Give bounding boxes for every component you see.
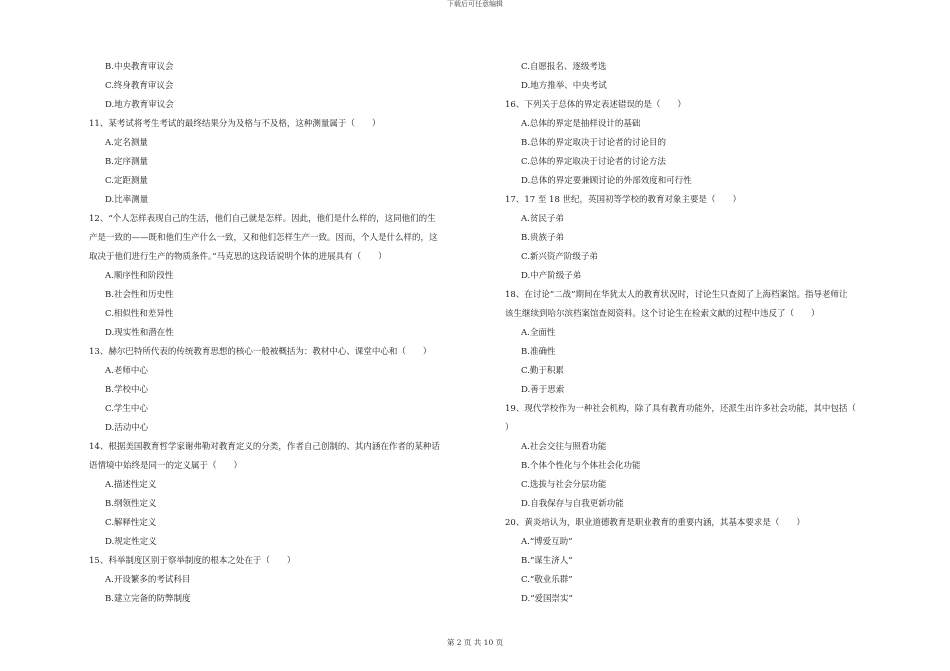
answer-option: B.社会性和历史性	[105, 290, 174, 300]
answer-option: D.地方教育审议会	[105, 100, 174, 110]
answer-option: A.社会交往与照看功能	[521, 442, 607, 452]
question-text: 产是一致的——既和他们生产什么一致，又和他们怎样生产一致。因而，个人是什么样的，这	[89, 233, 438, 243]
question-text: 该生继续到哈尔滨档案馆查阅资料。这个讨论生在检索文献的过程中违反了（ ）	[505, 309, 820, 319]
answer-option: C.自愿报名、逐级考选	[521, 62, 607, 72]
answer-option: D.现实性和潜在性	[105, 328, 174, 338]
answer-option: D.中产阶级子弟	[521, 271, 582, 281]
answer-option: C.新兴资产阶级子弟	[521, 252, 598, 262]
answer-option: C.学生中心	[105, 404, 148, 414]
answer-option: B.建立完备的防弊制度	[105, 594, 191, 604]
question-text: 取决于他们进行生产的物质条件。”马克思的这段话说明个体的进展具有（ ）	[89, 252, 387, 262]
answer-option: C.相似性和差异性	[105, 309, 174, 319]
answer-option: D.自我保存与自我更新功能	[521, 499, 624, 509]
answer-option: C.定距测量	[105, 176, 148, 186]
question-text: 16、下列关于总体的界定表述错误的是（ ）	[505, 100, 686, 110]
answer-option: A.顺序性和阶段性	[105, 271, 174, 281]
answer-option: B.定序测量	[105, 157, 148, 167]
question-text: 17、17 至 18 世纪，英国初等学校的教育对象主要是（ ）	[505, 195, 742, 205]
answer-option: A.贫民子弟	[521, 214, 564, 224]
answer-option: A.描述性定义	[105, 480, 157, 490]
header-note: 下载后可任意编辑	[447, 0, 503, 8]
answer-option: A.总体的界定是抽样设计的基础	[521, 119, 641, 129]
question-text: 13、赫尔巴特所代表的传统教育思想的核心一般被概括为：教材中心、课堂中心和（ ）	[89, 347, 432, 357]
answer-option: B.纲领性定义	[105, 499, 157, 509]
answer-option: A.定名测量	[105, 138, 148, 148]
answer-option: C.勤于积累	[521, 366, 564, 376]
page-footer: 第 2 页 共 10 页	[446, 638, 504, 647]
right-column	[505, 58, 905, 609]
answer-option: C.终身教育审议会	[105, 81, 174, 91]
answer-option: B.个体个性化与个体社会化功能	[521, 461, 641, 471]
question-text: 15、科举制度区别于察举制度的根本之处在于（ ）	[89, 556, 296, 566]
answer-option: B.贵族子弟	[521, 233, 564, 243]
question-text: 语情境中始终是同一的定义属于（ ）	[89, 461, 243, 471]
answer-option: A.老师中心	[105, 366, 148, 376]
question-text: 11、某考试将考生考试的最终结果分为及格与不及格，这种测量属于（ ）	[89, 119, 381, 129]
answer-option: A.开设繁多的考试科目	[105, 575, 191, 585]
answer-option: B.中央教育审议会	[105, 62, 174, 72]
question-text: ）	[505, 423, 514, 433]
answer-option: D.比率测量	[105, 195, 149, 205]
answer-option: B.总体的界定取决于讨论者的讨论目的	[521, 138, 666, 148]
answer-option: A.全面性	[521, 328, 556, 338]
answer-option: C.总体的界定取决于讨论者的讨论方法	[521, 157, 666, 167]
question-text: 14、根据美国教育哲学家谢弗勒对教育定义的分类，作者自己创制的、其内涵在作者的某种话	[89, 442, 440, 452]
answer-option: D.地方推举、中央考试	[521, 81, 607, 91]
answer-option: C.选拔与社会分层功能	[521, 480, 607, 490]
answer-option: A.“博爱互助”	[521, 537, 573, 547]
answer-option: B.学校中心	[105, 385, 148, 395]
answer-option: D.总体的界定要兼顾讨论的外部效度和可行性	[521, 176, 692, 186]
answer-option: C.解释性定义	[105, 518, 157, 528]
answer-option: D.“爱国崇实”	[521, 594, 573, 604]
answer-option: D.善于思索	[521, 385, 565, 395]
question-text: 19、现代学校作为一种社会机构，除了具有教育功能外，还派生出许多社会功能，其中包括（	[505, 404, 856, 414]
left-column	[89, 58, 489, 609]
question-text: 20、黄炎培认为，职业道德教育是职业教育的重要内涵，其基本要求是（ ）	[505, 518, 805, 528]
answer-option: D.规定性定义	[105, 537, 157, 547]
answer-option: B.“谋生济人”	[521, 556, 573, 566]
answer-option: C.“敬业乐群”	[521, 575, 573, 585]
question-text: 18、在讨论“二战”期间在华犹太人的教育状况时，讨论生只查阅了上海档案馆。指导老师让	[505, 290, 848, 300]
answer-option: B.准确性	[521, 347, 556, 357]
answer-option: D.活动中心	[105, 423, 149, 433]
question-text: 12、“个人怎样表现自己的生活，他们自己就是怎样。因此，他们是什么样的，这同他们的生	[89, 214, 436, 224]
